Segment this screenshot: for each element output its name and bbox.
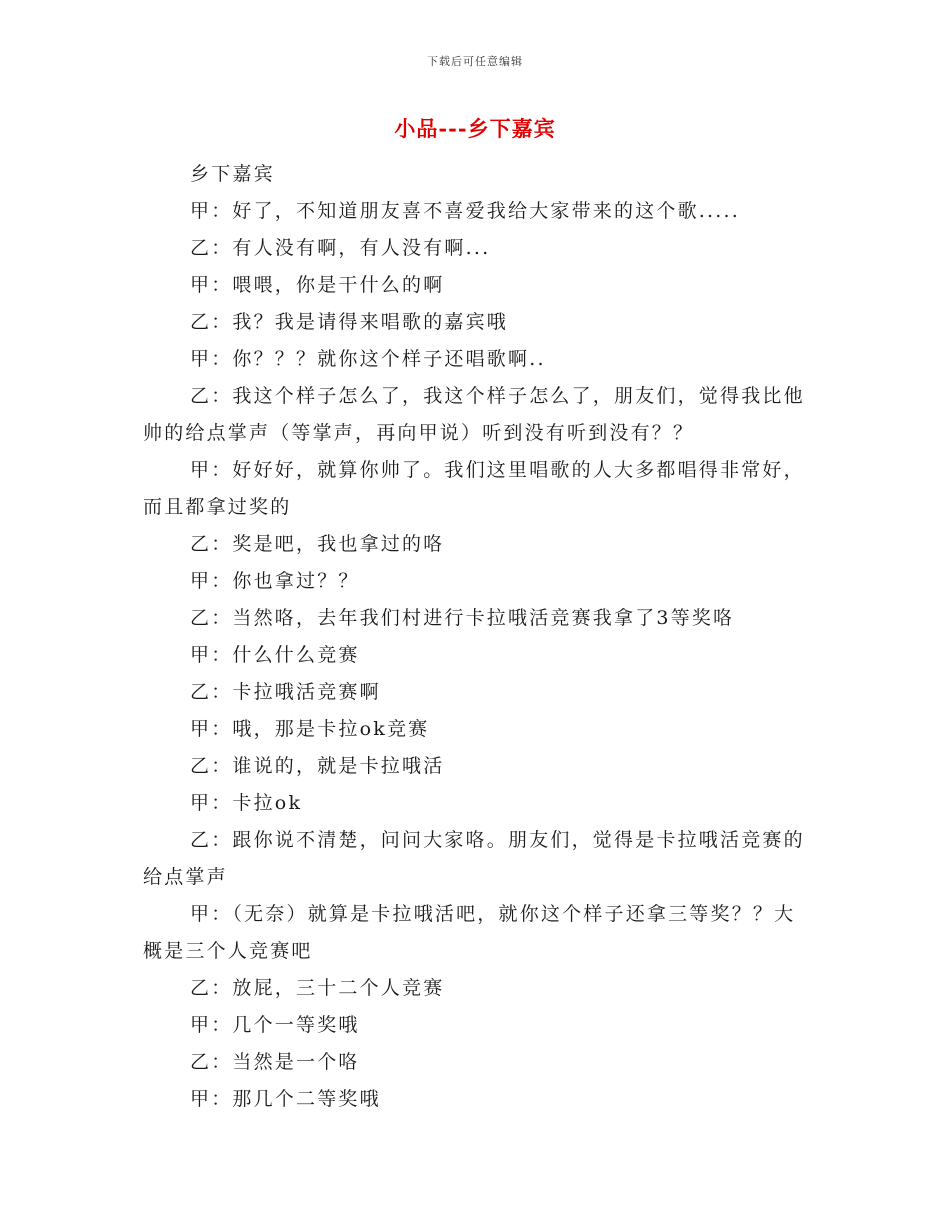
paragraph: 乙：我这个样子怎么了，我这个样子怎么了，朋友们，觉得我比他帅的给点掌声（等掌声，再向甲说）听到没有听到没有？？ <box>143 385 805 444</box>
paragraph: 乙：奖是吧，我也拿过的咯 <box>190 533 445 555</box>
paragraph: 乙：当然是一个咯 <box>190 1051 360 1073</box>
document-title: 小品---乡下嘉宾 <box>394 116 556 141</box>
paragraph: 甲：你？？？就你这个样子还唱歌啊.. <box>190 348 546 370</box>
paragraph: 甲：卡拉ok <box>190 792 303 814</box>
header-note: 下载后可任意编辑 <box>427 55 523 68</box>
paragraph: 甲：什么什么竞赛 <box>190 644 360 666</box>
paragraph: 甲：（无奈）就算是卡拉哦活吧，就你这个样子还拿三等奖？？大概是三个人竞赛吧 <box>143 903 796 962</box>
paragraph: 甲：好好好，就算你帅了。我们这里唱歌的人大多都唱得非常好，而且都拿过奖的 <box>143 459 805 518</box>
paragraph: 乙：谁说的，就是卡拉哦活 <box>190 755 445 777</box>
paragraph: 甲：喂喂，你是干什么的啊 <box>190 274 445 296</box>
paragraph: 乙：有人没有啊，有人没有啊... <box>190 237 491 259</box>
paragraph: 乙：卡拉哦活竞赛啊 <box>190 681 381 703</box>
paragraph: 乙：我？我是请得来唱歌的嘉宾哦 <box>190 311 509 333</box>
paragraph: 乙：当然咯，去年我们村进行卡拉哦活竞赛我拿了3等奖咯 <box>190 607 735 629</box>
paragraph: 甲：哦，那是卡拉ok竞赛 <box>190 718 430 740</box>
document-body <box>143 156 813 1118</box>
paragraph: 甲：好了，不知道朋友喜不喜爱我给大家带来的这个歌..... <box>190 200 740 222</box>
paragraph: 乡下嘉宾 <box>190 163 275 185</box>
paragraph: 乙：跟你说不清楚，问问大家咯。朋友们，觉得是卡拉哦活竞赛的给点掌声 <box>143 829 805 888</box>
paragraph: 乙：放屁，三十二个人竞赛 <box>190 977 445 999</box>
paragraph: 甲：你也拿过？？ <box>190 570 360 592</box>
paragraph: 甲：那几个二等奖哦 <box>190 1088 381 1110</box>
paragraph: 甲：几个一等奖哦 <box>190 1014 360 1036</box>
